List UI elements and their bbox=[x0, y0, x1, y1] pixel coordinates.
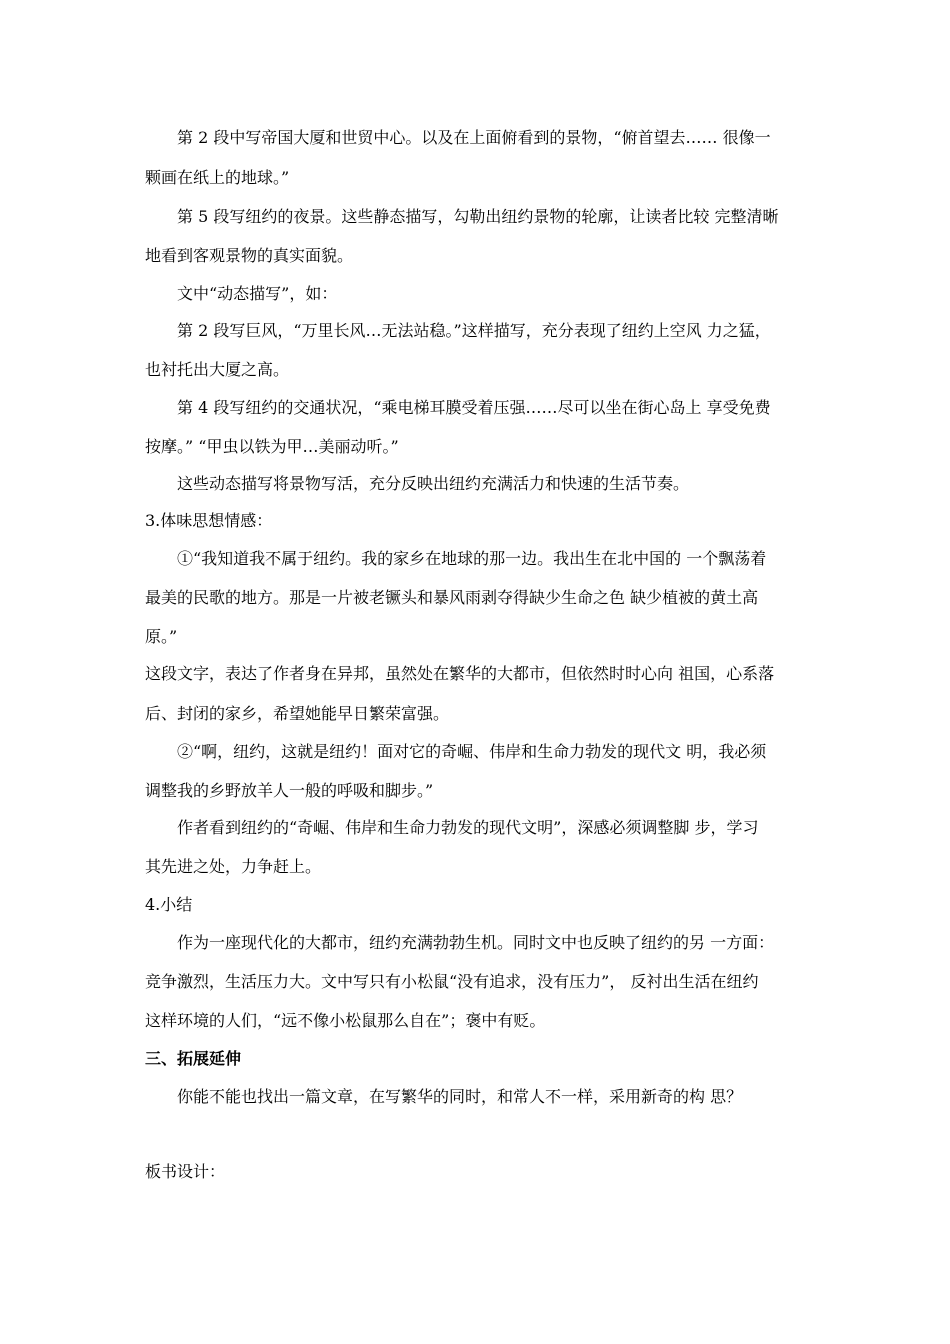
paragraph-line: 后、封闭的家乡，希望她能早日繁荣富强。 bbox=[145, 704, 450, 723]
paragraph-line: 也衬托出大厦之高。 bbox=[145, 360, 290, 379]
paragraph-line: 你能不能也找出一篇文章，在写繁华的同时，和常人不一样，采用新奇的构 思？ bbox=[177, 1087, 743, 1106]
paragraph-line: 作为一座现代化的大都市，纽约充满勃勃生机。同时文中也反映了纽约的另 一方面： bbox=[177, 933, 775, 952]
paragraph-line: 这样环境的人们，“远不像小松鼠那么自在”；褒中有贬。 bbox=[145, 1011, 546, 1030]
paragraph-line: 按摩。” “甲虫以铁为甲…美丽动听。” bbox=[145, 437, 399, 456]
paragraph-line: 最美的民歌的地方。那是一片被老镢头和暴风雨剥夺得缺少生命之色 缺少植被的黄土高 bbox=[145, 588, 759, 607]
paragraph-line: 第 4 段写纽约的交通状况，“乘电梯耳膜受着压强……尽可以坐在街心岛上 享受免费 bbox=[177, 398, 771, 417]
section-heading-bold: 三、拓展延伸 bbox=[145, 1049, 242, 1068]
section-heading: 4.小结 bbox=[145, 895, 193, 914]
paragraph-line: ②“啊，纽约，这就是纽约！面对它的奇崛、伟岸和生命力勃发的现代文 明，我必须 bbox=[177, 742, 767, 761]
paragraph-line: 文中“动态描写”，如： bbox=[177, 284, 338, 303]
paragraph-line: 其先进之处，力争赶上。 bbox=[145, 857, 322, 876]
paragraph-line: 原。” bbox=[145, 627, 178, 646]
paragraph-line: 颗画在纸上的地球。” bbox=[145, 168, 290, 187]
paragraph-line: 这段文字，表达了作者身在异邦，虽然处在繁华的大都市，但依然时时心向 祖国，心系落 bbox=[145, 664, 775, 683]
paragraph-line: 竞争激烈，生活压力大。文中写只有小松鼠“没有追求，没有压力”， 反衬出生活在纽约 bbox=[145, 972, 759, 991]
section-heading: 3.体味思想情感： bbox=[145, 511, 273, 530]
paragraph-line: 第 2 段中写帝国大厦和世贸中心。以及在上面俯看到的景物，“俯首望去…… 很像一 bbox=[177, 128, 771, 147]
paragraph-line: 第 2 段写巨风，“万里长风…无法站稳。”这样描写，充分表现了纽约上空风 力之猛， bbox=[177, 321, 771, 340]
paragraph-line: 调整我的乡野放羊人一般的呼吸和脚步。” bbox=[145, 781, 434, 800]
paragraph-line: ①“我知道我不属于纽约。我的家乡在地球的那一边。我出生在北中国的 一个飘荡着 bbox=[177, 549, 767, 568]
board-design-label: 板书设计： bbox=[145, 1162, 226, 1181]
paragraph-line: 地看到客观景物的真实面貌。 bbox=[145, 246, 354, 265]
paragraph-line: 这些动态描写将景物写活，充分反映出纽约充满活力和快速的生活节奏。 bbox=[177, 474, 690, 493]
paragraph-line: 作者看到纽约的“奇崛、伟岸和生命力勃发的现代文明”，深感必须调整脚 步，学习 bbox=[177, 818, 759, 837]
paragraph-line: 第 5 段写纽约的夜景。这些静态描写，勾勒出纽约景物的轮廓，让读者比较 完整清晰 bbox=[177, 207, 779, 226]
